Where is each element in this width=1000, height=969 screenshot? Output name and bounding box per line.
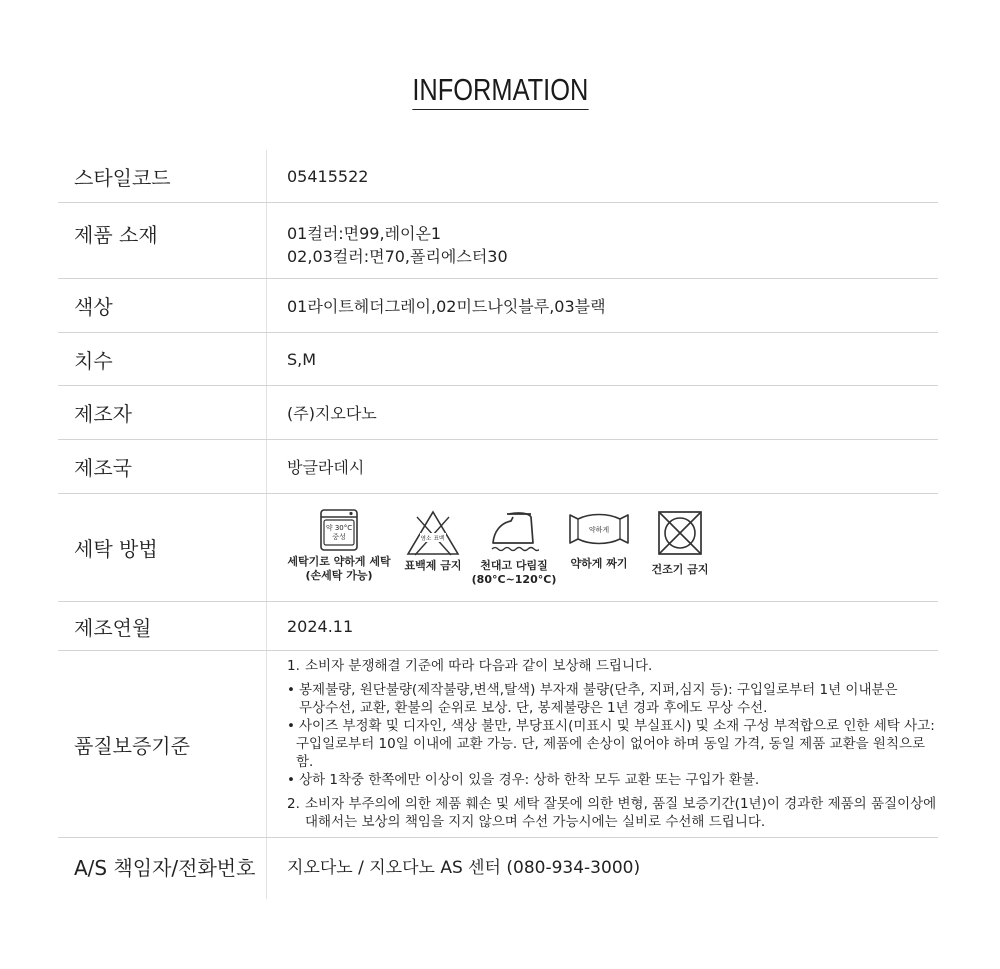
item-number: 2. [287,796,300,812]
row-material [58,203,938,279]
wash-item [399,509,467,573]
wash-item [645,509,715,577]
wash-icons [287,509,938,587]
quality-list [287,657,938,831]
quality-bullet [287,717,938,771]
row-label: 제품 소재 [58,203,267,278]
item-text: 소비자 분쟁해결 기준에 따라 다음과 같이 보상해 드립니다. [305,658,653,674]
bullet-dot: • [287,718,295,734]
row-label: 세탁 방법 [58,494,267,601]
item-text: 대해서는 보상의 책임을 지지 않으며 수선 가능시에는 실비로 수선해 드립니다. [305,814,766,830]
wash-caption-line: 표백제 금지 [404,558,462,572]
wring-gently-icon [568,509,630,549]
row-country [58,440,938,494]
wash-tub-detergent: 중성 [332,532,346,541]
country-value: 방글라데시 [287,458,365,477]
row-value [267,838,938,899]
color-value: 01라이트헤더그레이,02미드나잇블루,03블랙 [287,297,606,316]
row-value [267,333,938,385]
wash-caption-line: 천대고 다림질 [480,558,548,572]
wash-item [561,509,637,571]
wash-caption-line: (80°C~120°C) [471,572,557,586]
row-value [267,203,938,278]
wash-item [471,509,557,587]
wash-caption-line: (손세탁 가능) [305,568,373,582]
size-value: S,M [287,349,317,369]
row-value [267,651,938,837]
style-code-value: 05415522 [287,166,369,186]
bullet-dot: • [287,682,295,698]
quality-bullet [287,771,938,789]
row-wash-method [58,494,938,602]
row-label: 스타일코드 [58,150,267,202]
bleach-text-2: 표백 [433,535,445,542]
row-value [267,602,938,650]
row-after-service [58,838,938,899]
row-label: 제조국 [58,440,267,493]
wash-caption [652,563,709,577]
row-color [58,279,938,333]
row-label: A/S 책임자/전화번호 [58,838,267,899]
bullet-text: 무상수선, 교환, 환불의 순위로 보상. 단, 봉제불량은 1년 경과 후에도 무상 수선. [299,700,768,716]
row-value [267,440,938,493]
as-value: 지오다노 / 지오다노 AS 센터 (080-934-3000) [287,858,641,878]
row-label: 치수 [58,333,267,385]
manufacturer-value: (주)지오다노 [287,404,377,423]
no-tumble-dry-icon [656,509,704,557]
quality-bullet [287,681,938,717]
row-value [267,150,938,202]
bullet-text: 봉제불량, 원단불량(제작불량,변색,탈색) 부자재 불량(단추, 지퍼,심지 등): 구입일로부터 1년 이내분은 [299,682,898,698]
wash-tub-temp: 약 30°C [325,523,353,532]
wash-caption-line: 약하게 짜기 [570,556,628,570]
material-line-2: 02,03컬러:면70,폴리에스터30 [287,247,508,266]
row-label: 품질보증기준 [58,651,267,837]
row-label: 색상 [58,279,267,332]
wash-caption-line: 세탁기로 약하게 세탁 [287,554,391,568]
wash-item [287,509,391,583]
bullet-dot: • [287,772,295,788]
wash-caption [472,559,557,587]
row-size [58,333,938,386]
item-number: 1. [287,658,300,674]
date-value: 2024.11 [287,616,354,636]
page-title-wrap [0,72,1000,110]
wash-caption [287,555,390,583]
item-text: 소비자 부주의에 의한 제품 훼손 및 세탁 잘못에 의한 변형, 품질 보증기간(1년)이 경과한 제품의 품질이상에 [305,796,937,812]
row-style-code [58,150,938,203]
bleach-text-1: 염소 [420,535,432,542]
bullet-text: 사이즈 부정확 및 디자인, 색상 불만, 부당표시(미표시 및 부실표시) 및 소재 구성 부적합으로 인한 세탁 사고: [299,718,935,734]
bullet-text: 구입일로부터 10일 이내에 교환 가능. 단, 제품에 손상이 없어야 하며 동일 가격, 동일 제품 교환을 원칙으로 함. [296,736,926,770]
row-value [267,494,938,601]
row-value [267,386,938,439]
material-line-1: 01컬러:면99,레이온1 [287,224,442,243]
row-quality-guarantee [58,651,938,838]
row-value [267,279,938,332]
wash-caption-line: 건조기 금지 [651,562,709,576]
quality-item-2 [287,795,938,831]
wash-caption [571,557,628,571]
no-bleach-icon [405,509,461,557]
row-manufacturer [58,386,938,440]
page-title: INFORMATION [412,72,588,110]
wring-text: 약하게 [588,525,610,534]
wash-30c-tub-icon [319,509,359,551]
wash-caption [405,559,462,573]
product-info-table [58,150,938,899]
quality-item-1 [287,657,938,675]
row-label: 제조자 [58,386,267,439]
row-manufacture-date [58,602,938,651]
bullet-text: 상하 1착중 한쪽에만 이상이 있을 경우: 상하 한착 모두 교환 또는 구입가 환불. [299,772,760,788]
iron-icon [489,509,539,555]
row-label: 제조연월 [58,602,267,650]
